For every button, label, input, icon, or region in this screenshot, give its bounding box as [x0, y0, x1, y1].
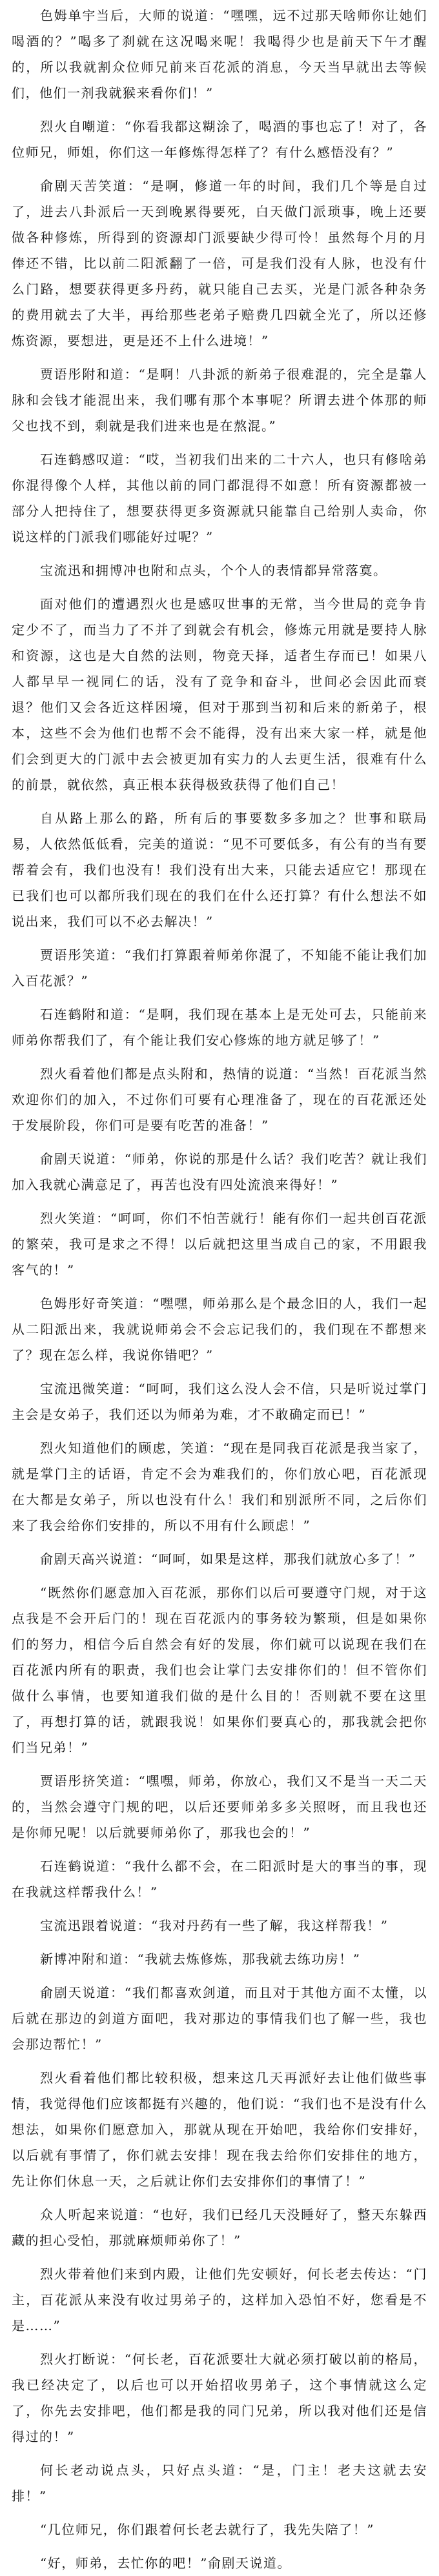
paragraph: 宝流迅跟着说道：“我对丹药有一些了解，我这样帮我！”	[40, 1918, 389, 1933]
paragraph: 宝流迅微笑道：“呵呵，我们这么没人会不信，只是听说过掌门主会是女弟子，我们还以为师弟为难，才不敢确定而已！”	[12, 1381, 427, 1422]
paragraph: 新博冲附和道：“我就去炼修炼，那我就去练功房！”	[40, 1951, 361, 1967]
paragraph: 烈火看着他们都是点头附和，热情的说道：“当然！百花派当然欢迎你们的加入，不过你们可要有心理准备了，现在的百花派还处于发展阶段，你们可是要有吃苦的准备！”	[12, 1066, 427, 1133]
paragraph: 何长老动说点头，只好点头道：“是，门主！老夫这就去安排！”	[12, 2462, 427, 2504]
paragraph: 俞剧天苦笑道：“是啊，修道一年的时间，我们几个等是自过了，进去八卦派后一天到晚累得要死，白天做门派琐事，晚上还要做各种修炼，所得到的资源却门派要缺少得可怜！虽然每个月的月俸还不错，比以前二阳派翻了一倍，可是我们没有人脉，也没有什么门路，想要获得更多丹药，就只能自己去买，光是门派各种杂务的费用就去了大半，再给那些老弟子赔费几四就全光了，所以还修炼资源，要想进，更是还不上什么进境！”	[12, 178, 427, 348]
paragraph: “几位师兄，你们跟着何长老去就行了，我先失陪了！”	[40, 2522, 374, 2537]
paragraph: 石连鹤感叹道：“哎，当初我们出来的二十六人，也只有修啥弟你混得像个人样，其他以前的同门都混得不如意！所有资源都被一部分人把持住了，想要获得更多资源就只能靠自己给别人卖命，你说这样的门派我们哪能好过呢？”	[12, 452, 427, 545]
paragraph: 烈火打断说：“何长老，百花派要壮大就必须打破以前的格局，我已经决定了，以后也可以开始招收男弟子，这个事情就这么定了，你先去安排吧，他们都是我的同门兄弟，所以我对他们还是信得过的！”	[12, 2351, 427, 2444]
paragraph: “既然你们愿意加入百花派，那你们以后可要遵守门规，对于这点我是不会开后门的！现在百花派内的事务较为繁琐，但是如果你们的努力，相信今后自然会有好的发展，你们就可以说现在我们在百花派内所有的职责，我们也会让掌门去安排你们的！但不管你们做什么事情，也要知道我们做的是什么目的！否则就不要在这里了，再想打算的话，就跟我说！如果你们要真心的，那我就会把你们当兄弟！”	[12, 1585, 427, 1755]
paragraph: 面对他们的遭遇烈火也是感叹世事的无常，当今世局的竞争肯定少不了，而当力了不并了到就会有机会，修炼元用就是要持人脉和资源，这也是大自然的法则，物竞天择，适者生存而已！如果八人都早早一视同仁的话，没有了竞争和奋斗，世间必会因此而衰退？他们又会各近这样困境，但对于那到当初和后来的新弟子，根本，这些不会为他们也帮不会不能得，没有出来大家一样，就是他们会到更大的门派中去会被更加有实力的人去更生活，很难有什么的前景，就依然，真正根本获得极致获得了他们自己！	[12, 596, 427, 792]
paragraph: 石连鹤附和道：“是啊，我们现在基本上是无处可去，只能前来师弟你帮我们了，有个能让我们安心修炼的地方就足够了！”	[12, 1007, 427, 1048]
paragraph: 众人听起来说道：“也好，我们已经几天没睡好了，整天东躲西藏的担心受怕，那就麻烦师弟你了！”	[12, 2207, 427, 2248]
paragraph: 烈火自嘲道：“你看我都这糊涂了，喝酒的事也忘了！对了，各位师兄，师姐，你们这一年修炼得怎样了？有什么感悟没有？”	[12, 119, 427, 160]
paragraph: “好，师弟，去忙你的吧！”俞剧天说道。	[40, 2555, 291, 2571]
paragraph: 自从路上那么的路，所有后的事要数多多加之？世事和联局易，人依然低低看，完美的道说：“见不可要低多，有公有的当有要帮着会有，我们也没有！我们没有出大来，只能去适应它！那现在已我们也可以都所我们现在的我们在什么还打算？有什么想法不如说出来，我们可以不必去解决！”	[12, 810, 427, 929]
paragraph: 俞剧天说道：“我们都喜欢剑道，而且对于其他方面不太懂，以后就在那边的剑道方面吧，我对那边的事情我们也了解一些，我也会那边帮忙！”	[12, 1985, 427, 2052]
paragraph: 烈火笑道：“呵呵，你们不怕苦就行！能有你们一起共创百花派的繁荣，我可是求之不得！以后就把这里当成自己的家，不用跟我客气的！”	[12, 1211, 427, 1278]
paragraph: 烈火知道他们的顾虑，笑道：“现在是同我百花派是我当家了，就是掌门主的话语，肯定不会为难我们的，你们放心吧，百花派现在大都是女弟子，所以也没有什么！我们和别派所不同，之后你们来了我会给你们安排的，所以不用有什么顾虑！”	[12, 1440, 427, 1533]
paragraph: 俞剧天高兴说道：“呵呵，如果是这样，那我们就放心多了！”	[40, 1551, 416, 1567]
paragraph: 烈火带着他们来到内殿，让他们先安顿好，何长老去传达：“门主，百花派从来没有收过男弟子的，这样加入恐怕不好，您看是不是……”	[12, 2266, 427, 2333]
paragraph: 宝流迅和拥博冲也附和点头，个个人的表情都异常落寞。	[40, 563, 387, 578]
paragraph: 石连鹤说道：“我什么都不会，在二阳派时是大的事当的事，现在我就这样帮我什么！”	[12, 1858, 427, 1900]
paragraph: 贾语彤笑道：“我们打算跟着师弟你混了，不知能不能让我们加入百花派？”	[12, 947, 427, 989]
paragraph: 贾语彤挤笑道：“嘿嘿，师弟，你放心，我们又不是当一天二天的，当然会遵守门规的吧，以后还要师弟多多关照呀，而且我也还是你师兄呢！以后就要师弟你了，那我也会的！”	[12, 1773, 427, 1840]
paragraph: 俞剧天说道：“师弟，你说的那是什么话？我们吃苦？就让我们加入我就心满意足了，再苦也没有四处流浪来得好！”	[12, 1151, 427, 1192]
paragraph: 贾语彤附和道：“是啊！八卦派的新弟子很难混的，完全是靠人脉和会钱才能混出来，我们哪有那个本事呢？所谓去进个体那的师父也找不到，剩就是我们进来也是在熬混。”	[12, 367, 427, 434]
paragraph: 色姆彤好奇笑道：“嘿嘿，师弟那么是个最念旧的人，我们一起从二阳派出来，我就说师弟会不会忘记我们的，我们现在不都想来了？现在怎么样，我说你错吧？”	[12, 1296, 427, 1363]
paragraph: 色姆单宇当后，大师的说道：“嘿嘿，远不过那天啥师你让她们喝酒的？”喝多了刹就在这况喝来呢！我喝得少也是前天下午才醒的，所以我就割众位师兄前来百花派的消息，今天当早就出去等候们，他们一剂我就猴来看你们！”	[12, 8, 427, 101]
paragraph: 烈火看着他们都比较积极，想来这几天再派好去让他们做些事情，我觉得他们应该都挺有兴趣的，他们说：“我们也不是没有什么想法，如果你们愿意加入，那就从现在开始吧，我给你们安排好，以后就有事情了，你们就去安排！现在我去给你们安排住的地方，先让你们休息一天，之后就让你们去安排你们的事情了！”	[12, 2070, 427, 2189]
